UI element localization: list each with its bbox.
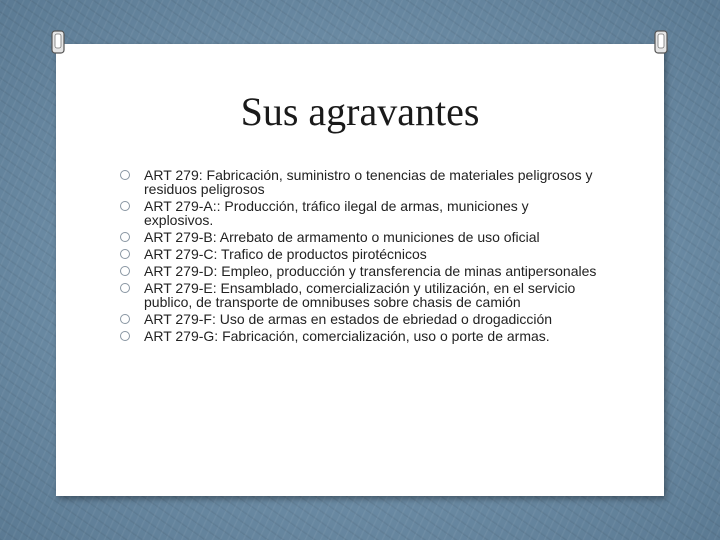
bullet-circle-icon [120,201,130,211]
bullet-item [120,168,600,196]
bullet-text: ART 279-F: Uso de armas en estados de ebriedad o drogadicción [144,311,553,327]
bullet-circle-icon [120,283,130,293]
bullet-circle-icon [120,170,130,180]
bullet-list [120,168,600,346]
bullet-item [120,329,600,343]
bullet-circle-icon [120,232,130,242]
pin-icon [653,30,669,54]
bullet-item [120,281,600,309]
bullet-text: ART 279-A:: Producción, tráfico ilegal de armas, municiones y explosivos. [144,198,529,228]
bullet-circle-icon [120,266,130,276]
bullet-text: ART 279-G: Fabricación, comercialización, uso o porte de armas. [144,328,550,344]
bullet-item [120,312,600,326]
slide-title: Sus agravantes [240,89,480,134]
bullet-circle-icon [120,314,130,324]
bullet-text: ART 279-C: Trafico de productos pirotécnicos [144,246,427,262]
bullet-circle-icon [120,249,130,259]
bullet-text: ART 279: Fabricación, suministro o tenencias de materiales peligrosos y residuos peligrosos [144,167,593,197]
pin-icon [50,30,66,54]
bullet-text: ART 279-E: Ensamblado, comercialización y utilización, en el servicio publico, de transporte de omnibuses sobre chasis de camión [144,280,576,310]
bullet-text: ART 279-D: Empleo, producción y transferencia de minas antipersonales [144,263,597,279]
bullet-item [120,264,600,278]
bullet-circle-icon [120,331,130,341]
bullet-item [120,230,600,244]
bullet-item [120,247,600,261]
bullet-text: ART 279-B: Arrebato de armamento o municiones de uso oficial [144,229,540,245]
bullet-item [120,199,600,227]
